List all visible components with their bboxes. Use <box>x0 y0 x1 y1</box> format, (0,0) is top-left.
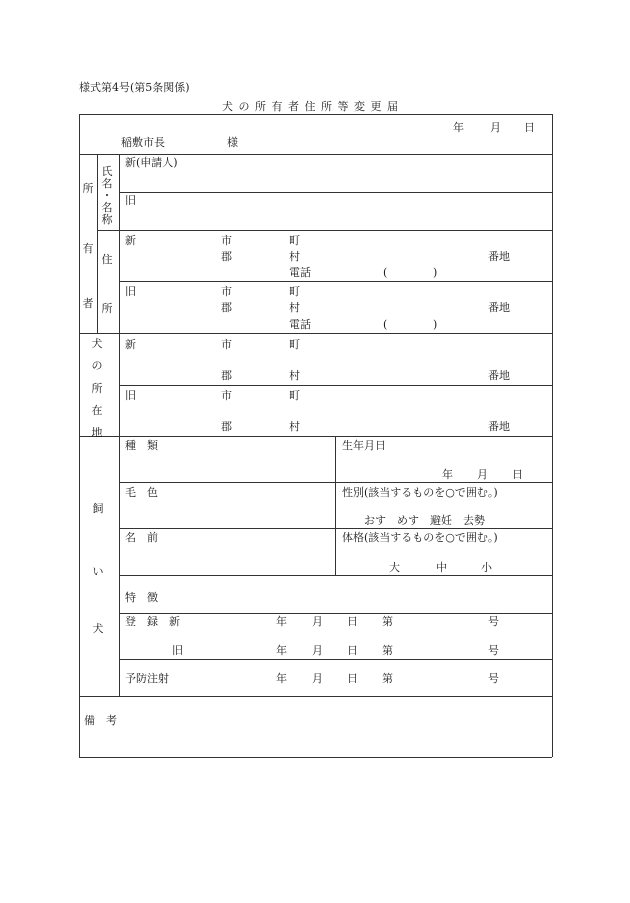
village-label: 村 <box>289 420 300 433</box>
date-day: 日 <box>524 121 535 134</box>
town-label: 町 <box>289 389 300 402</box>
city-label: 市 <box>221 234 232 247</box>
addressee: 稲敷市長 <box>121 136 165 149</box>
form-number: 様式第4号(第5条関係) <box>79 81 190 94</box>
vac-suffix: 号 <box>488 672 499 685</box>
phone-paren-close: ) <box>433 266 438 279</box>
location-label-1: 犬 <box>91 337 103 350</box>
name-label-5: 称 <box>101 213 113 226</box>
phone-label: 電話 <box>289 266 311 279</box>
county-label: 郡 <box>221 420 232 433</box>
birth-month: 月 <box>477 468 488 481</box>
reg-old-year: 年 <box>276 644 287 657</box>
registration-new-label: 登 録 新 <box>125 615 180 628</box>
banchi-label: 番地 <box>488 420 510 433</box>
owner-label-3: 者 <box>82 297 94 310</box>
city-label: 市 <box>221 338 232 351</box>
breed-label: 種 類 <box>125 439 158 452</box>
sex-label: 性別(該当するものを○で囲む。) <box>342 486 498 499</box>
location-label-2: の <box>91 359 103 372</box>
owner-label-2: 有 <box>82 242 94 255</box>
owner-label-1: 所 <box>82 182 94 195</box>
town-label: 町 <box>289 285 300 298</box>
county-label: 郡 <box>221 369 232 382</box>
name-label-1: 氏 <box>101 165 113 178</box>
location-label-3: 所 <box>91 382 103 395</box>
coat-color-label: 毛 色 <box>125 486 158 499</box>
city-label: 市 <box>221 285 232 298</box>
address-label-2: 所 <box>101 302 113 315</box>
reg-new-prefix: 第 <box>382 615 393 628</box>
dog-label-2: い <box>92 565 104 578</box>
phone-paren-open: ( <box>383 266 388 279</box>
address-new-label: 新 <box>125 234 136 247</box>
name-label-2: 名 <box>101 177 113 190</box>
reg-new-day: 日 <box>347 615 358 628</box>
county-label: 郡 <box>221 301 232 314</box>
size-small: 小 <box>481 561 492 574</box>
banchi-label: 番地 <box>488 250 510 263</box>
sex-options: おす めす 避妊 去勢 <box>364 514 485 527</box>
location-label-5: 地 <box>91 426 103 439</box>
vac-prefix: 第 <box>382 672 393 685</box>
town-label: 町 <box>289 234 300 247</box>
vaccination-label: 予防注射 <box>125 672 169 685</box>
birth-date-label: 生年月日 <box>342 439 386 452</box>
address-label-1: 住 <box>101 253 113 266</box>
reg-old-prefix: 第 <box>382 644 393 657</box>
size-label: 体格(該当するものを○で囲む。) <box>342 531 498 544</box>
birth-day: 日 <box>512 468 523 481</box>
dog-label-3: 犬 <box>92 622 104 635</box>
village-label: 村 <box>289 369 300 382</box>
village-label: 村 <box>289 250 300 263</box>
dog-label-1: 飼 <box>92 502 104 515</box>
phone-paren-open: ( <box>383 318 388 331</box>
reg-new-suffix: 号 <box>488 615 499 628</box>
features-label: 特 徴 <box>125 591 158 604</box>
birth-year: 年 <box>442 468 453 481</box>
dog-name-label: 名 前 <box>125 531 158 544</box>
phone-label: 電話 <box>289 318 311 331</box>
reg-new-year: 年 <box>276 615 287 628</box>
city-label: 市 <box>221 389 232 402</box>
phone-paren-close: ) <box>433 318 438 331</box>
vac-day: 日 <box>347 672 358 685</box>
vac-month: 月 <box>312 672 323 685</box>
size-large: 大 <box>389 561 400 574</box>
honorific: 様 <box>227 136 238 149</box>
form-title: 犬 の 所 有 者 住 所 等 変 更 届 <box>222 100 399 113</box>
location-new-label: 新 <box>125 338 136 351</box>
reg-old-day: 日 <box>347 644 358 657</box>
reg-old-suffix: 号 <box>488 644 499 657</box>
date-month: 月 <box>490 121 501 134</box>
county-label: 郡 <box>221 250 232 263</box>
address-old-label: 旧 <box>125 285 136 298</box>
village-label: 村 <box>289 301 300 314</box>
new-applicant-label: 新(申請人) <box>125 156 178 169</box>
banchi-label: 番地 <box>488 301 510 314</box>
name-label-3: ・ <box>101 189 113 202</box>
banchi-label: 番地 <box>488 369 510 382</box>
location-old-label: 旧 <box>125 389 136 402</box>
registration-old-label: 旧 <box>172 644 183 657</box>
name-label-4: 名 <box>101 201 113 214</box>
date-year: 年 <box>453 121 464 134</box>
town-label: 町 <box>289 338 300 351</box>
vac-year: 年 <box>276 672 287 685</box>
location-label-4: 在 <box>91 404 103 417</box>
name-old-label: 旧 <box>125 194 136 207</box>
size-medium: 中 <box>436 561 447 574</box>
reg-new-month: 月 <box>312 615 323 628</box>
reg-old-month: 月 <box>312 644 323 657</box>
remarks-label: 備 考 <box>84 714 117 727</box>
